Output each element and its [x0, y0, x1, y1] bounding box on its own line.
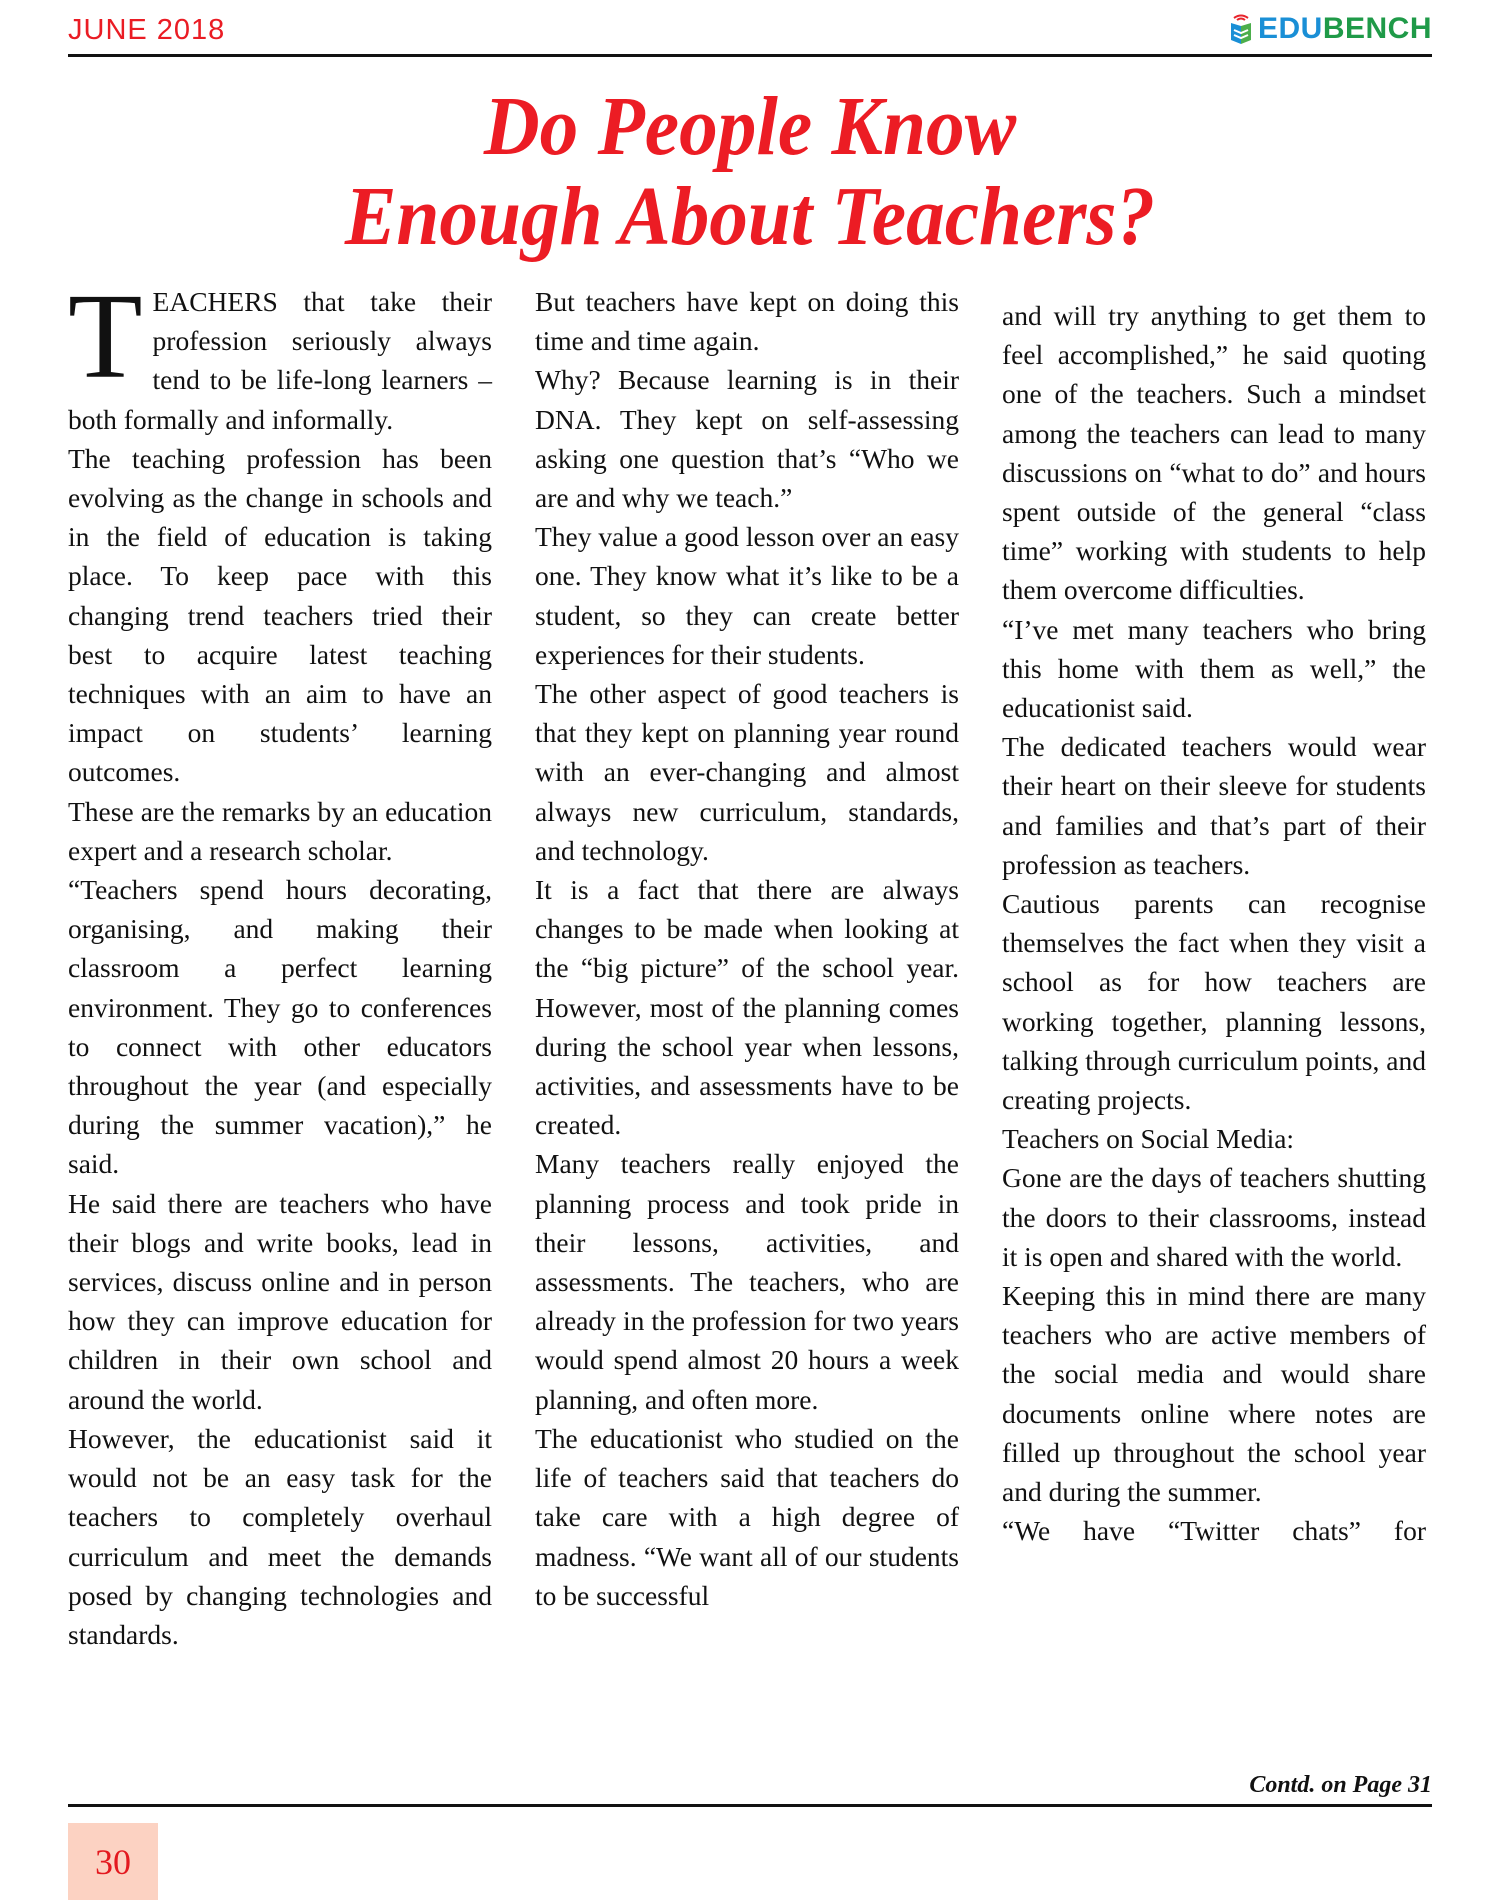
brand-name-bench: BENCH — [1322, 12, 1432, 45]
paragraph: The teaching profession has been evolving as the change in schools and in the field of education is taking place. To keep pace with this changing trend teachers tried their best to acquire latest teaching techniques with an aim to have an impact on students’ learning outcomes. — [68, 442, 492, 788]
continued-on-link[interactable]: Contd. on Page 31 — [1249, 1772, 1432, 1798]
column-2 — [535, 282, 959, 1615]
paragraph: and will try anything to get them to feel accomplished,” he said quoting one of the teachers. Such a mindset among the teachers can lead to many discussions on “what to do” and hours spent outside of the general “class time” working with students to help them overcome difficulties. — [1002, 300, 1426, 606]
paragraph: These are the remarks by an education expert and a research scholar. — [68, 795, 492, 866]
title-line-1: Do People Know — [483, 80, 1017, 173]
subheading: Teachers on Social Media: — [1002, 1123, 1295, 1155]
paragraph: The educationist who studied on the life of teachers said that teachers do take care with a high degree of madness. “We want all of our students to be successful — [535, 1422, 959, 1611]
paragraph: TEACHERS that take their profession seriously always tend to be life-long learners – both formally and informally. — [68, 269, 492, 435]
brand-name — [1258, 12, 1432, 46]
title-line-2: Enough About Teachers? — [344, 170, 1156, 263]
brand-logo — [1230, 12, 1432, 46]
issue-date: JUNE 2018 — [68, 14, 226, 46]
paragraph: Why? Because learning is in their DNA. They kept on self-assessing asking one question that’s “Who we are and why we teach.” — [535, 364, 959, 514]
column-1 — [68, 269, 492, 1654]
paragraph: However, the educationist said it would not be an easy task for the teachers to completely overhaul curriculum and meet the demands posed by changing technologies and standards. — [68, 1422, 492, 1650]
article-title — [60, 82, 1440, 262]
page-number-box — [68, 1823, 158, 1900]
page-number: 30 — [95, 1841, 131, 1882]
paragraph: They value a good lesson over an easy one. They know what it’s like to be a student, so they can create better experiences for their students. — [535, 521, 959, 670]
paragraph: “I’ve met many teachers who bring this home with them as well,” the educationist said. — [1002, 613, 1426, 724]
header-divider — [68, 54, 1432, 57]
drop-cap: T — [68, 269, 143, 404]
edubench-shield-logo-icon — [1230, 13, 1252, 45]
column-3 — [1002, 296, 1426, 1551]
paragraph: “We have “Twitter chats” for — [1002, 1515, 1426, 1547]
brand-name-edu: EDU — [1257, 12, 1323, 45]
paragraph: It is a fact that there are always changes to be made when looking at the “big picture” of the school year. However, most of the planning comes during the school year when lessons, activities, and assessments have to be created. — [535, 874, 959, 1141]
paragraph: Gone are the days of teachers shutting the doors to their classrooms, instead it is open and shared with the world. — [1002, 1162, 1426, 1272]
paragraph: Cautious parents can recognise themselves the fact when they visit a school as for how teachers are working together, planning lessons, talking through curriculum points, and creating projects. — [1002, 888, 1426, 1116]
paragraph: Keeping this in mind there are many teachers who are active members of the social media and would share documents online where notes are filled up throughout the school year and during the summer. — [1002, 1280, 1426, 1508]
footer-divider — [68, 1804, 1432, 1807]
paragraph: But teachers have kept on doing this time and time again. — [535, 286, 959, 357]
paragraph: He said there are teachers who have their blogs and write books, lead in services, discuss online and in person how they can improve education for children in their own school and around the world. — [68, 1187, 492, 1415]
page-header — [68, 0, 1432, 57]
paragraph: “Teachers spend hours decorating, organising, and making their classroom a perfect learning environment. They go to conferences to connect with other educators throughout the year (and especially during the summer vacation),” he said. — [68, 874, 492, 1180]
paragraph: The dedicated teachers would wear their heart on their sleeve for students and families and that’s part of their profession as teachers. — [1002, 731, 1426, 880]
paragraph: Many teachers really enjoyed the planning process and took pride in their lessons, activities, and assessments. The teachers, who are already in the profession for two years would spend almost 20 hours a week planning, and often more. — [535, 1148, 959, 1415]
article-body — [68, 269, 1432, 1782]
paragraph: The other aspect of good teachers is that they kept on planning year round with an ever-changing and almost always new curriculum, standards, and technology. — [535, 678, 959, 866]
